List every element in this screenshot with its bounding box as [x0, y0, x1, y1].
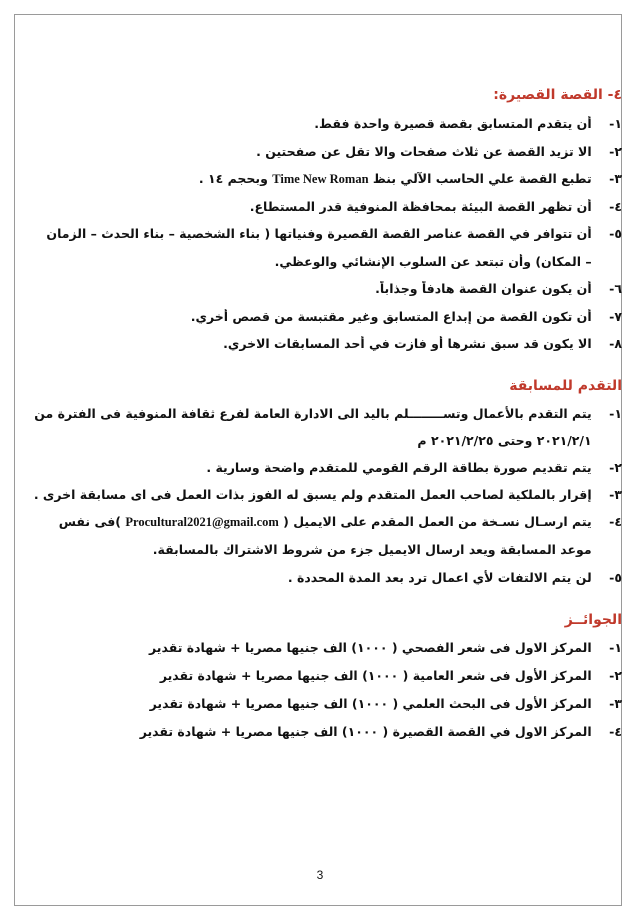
- story-rule-2: ٢- الا تزيد القصة عن ثلاث صفحات والا تقل عن صفحتين .: [256, 144, 622, 159]
- apply-rule-3: ٣- إقرار بالملكية لصاحب العمل المتقدم ولم يسبق له الفوز بذات العمل فى اى مسابقة اخرى .: [33, 487, 622, 502]
- story-rule-6: ٦- أن يكون عنوان القصة هادفاً وجذاباً.: [375, 281, 622, 296]
- prize-2: ٢- المركز الأول فى شعر العامية ( ١٠٠٠) الف جنيها مصريا + شهادة تقدير: [159, 668, 622, 683]
- story-rule-5: ٥- أن تتوافر في القصة عناصر القصة القصيرة وفنياتها ( بناء الشخصية – بناء الحدث – الزمان: [46, 226, 622, 241]
- story-rule-4: ٤- أن تظهر القصة البيئة بمحافظة المنوفية قدر المستطاع.: [249, 199, 622, 214]
- apply-rule-1-dates: ٢٠٢١/٢/١ وحتى ٢٠٢١/٢/٢٥ م: [417, 433, 592, 448]
- story-rule-3: ٣- تطبع القصة علي الحاسب الآلي بنظ Time New Roman وبحجم ١٤ .: [198, 171, 622, 186]
- short-story-heading: ٤- القصة القصيرة:: [493, 87, 622, 103]
- contact-email[interactable]: Procultural2021@gmail.com: [125, 515, 279, 529]
- story-rule-1: ١- أن يتقدم المتسابق بقصة قصيرة واحدة فقط.: [314, 116, 622, 131]
- prizes-heading: الجوائــز: [564, 612, 622, 628]
- apply-rule-1: ١- يتم التقدم بالأعمال وتســــــــلم باليد الى الادارة العامة لفرع ثقافة المنوفية فى الفترة من: [34, 406, 622, 421]
- story-rule-8: ٨- الا يكون قد سبق نشرها أو فازت في أحد المسابقات الاخري.: [223, 336, 622, 351]
- apply-rule-2: ٢- يتم تقديم صورة بطاقة الرقم القومي للمتقدم واضحة وسارية .: [206, 460, 622, 475]
- apply-heading: التقدم للمسابقة: [509, 378, 622, 394]
- prize-3: ٣- المركز الأول فى البحث العلمي ( ١٠٠٠) الف جنيها مصريا + شهادة تقدير: [149, 696, 622, 711]
- prize-4: ٤- المركز الاول في القصة القصيرة ( ١٠٠٠) الف جنيها مصريا + شهادة تقدير: [139, 724, 622, 739]
- apply-rule-4-cont: موعد المسابقة ويعد ارسال الايميل جزء من شروط الاشتراك بالمسابقة.: [152, 542, 592, 557]
- prize-1: ١- المركز الاول فى شعر الفصحي ( ١٠٠٠) الف جنيها مصريا + شهادة تقدير: [149, 640, 622, 655]
- story-rule-7: ٧- أن تكون القصة من إبداع المتسابق وغير مقتبسة من قصص أخري.: [190, 309, 622, 324]
- apply-rule-4: ٤- يتم ارسـال نسـخة من العمل المقدم على الايميل ( Procultural2021@gmail.com )فى نفس: [58, 514, 622, 529]
- story-rule-5-cont: – المكان) وأن تبتعد عن السلوب الإنشائي والوعظي.: [274, 254, 592, 269]
- apply-rule-5: ٥- لن يتم الالتفات لأي اعمال ترد بعد المدة المحددة .: [287, 570, 622, 585]
- page-number: 3: [316, 868, 324, 882]
